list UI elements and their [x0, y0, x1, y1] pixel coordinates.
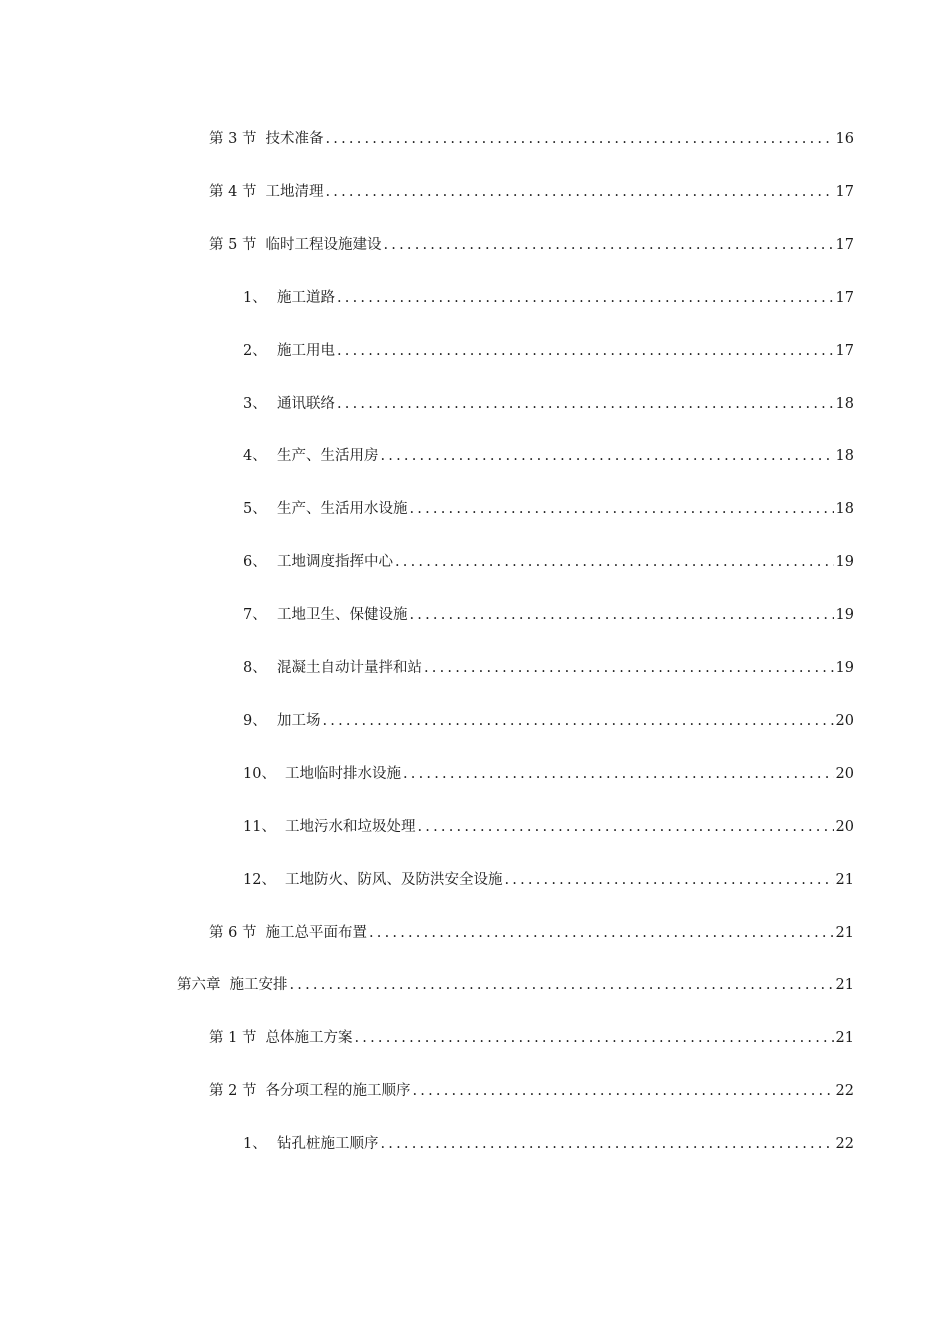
- toc-entry-page-number: 19: [835, 554, 854, 571]
- toc-entry-page-number: 19: [835, 660, 854, 676]
- toc-entry-page-number: 22: [835, 1083, 854, 1100]
- toc-entry-title: 工地污水和垃圾处理: [285, 818, 416, 835]
- toc-entry-title: 通讯联络: [277, 395, 335, 412]
- toc-entry-page-number: 17: [835, 289, 854, 306]
- toc-entry-page-number: 21: [835, 924, 854, 941]
- toc-entry-number: 第 2 节: [209, 1083, 257, 1100]
- toc-entry-number: 1、: [243, 289, 267, 306]
- toc-dot-leader: [424, 658, 834, 678]
- toc-entry-number: 第六章: [177, 977, 221, 994]
- toc-entry: [243, 495, 854, 519]
- toc-entry-page-number: 19: [835, 607, 854, 624]
- toc-entry-number: 第 5 节: [209, 236, 257, 253]
- toc-entry-page-number: 18: [835, 448, 854, 465]
- toc-entry: [243, 813, 854, 837]
- toc-entry-title: 工地清理: [265, 183, 324, 200]
- toc-entry: [209, 1077, 854, 1101]
- toc-dot-leader: [381, 1134, 834, 1154]
- toc-entry-number: 7、: [243, 607, 267, 624]
- toc-entry-page-number: 21: [835, 1030, 854, 1047]
- toc-entry-page-number: 20: [835, 712, 854, 729]
- toc-entry-page-number: 17: [835, 183, 854, 200]
- toc-entry: [243, 1130, 854, 1154]
- toc-entry: [209, 919, 854, 943]
- toc-entry: [209, 231, 854, 255]
- toc-entry-number: 2、: [243, 342, 267, 359]
- toc-dot-leader: [410, 605, 834, 625]
- toc-entry: [243, 654, 854, 678]
- toc-dot-leader: [369, 923, 834, 943]
- toc-entry-number: 5、: [243, 501, 267, 518]
- toc-entry-title: 加工场: [277, 712, 321, 729]
- toc-dot-leader: [395, 552, 834, 572]
- toc-entry-number: 4、: [243, 448, 267, 465]
- toc-entry-title: 工地调度指挥中心: [277, 554, 393, 571]
- toc-dot-leader: [383, 235, 833, 255]
- toc-entry: [243, 337, 854, 361]
- toc-entry-title: 施工总平面布置: [265, 924, 367, 941]
- toc-dot-leader: [410, 499, 834, 519]
- toc-dot-leader: [403, 764, 834, 784]
- toc-entry-title: 混凝土自动计量拌和站: [277, 660, 422, 676]
- toc-dot-leader: [337, 288, 834, 308]
- toc-entry-number: 第 1 节: [209, 1030, 257, 1047]
- toc-entry: [243, 442, 854, 466]
- toc-entry-title: 施工用电: [277, 342, 335, 359]
- toc-dot-leader: [337, 341, 834, 361]
- toc-entry-page-number: 18: [835, 501, 854, 518]
- toc-entry-title: 总体施工方案: [265, 1030, 353, 1047]
- toc-entry-number: 1、: [243, 1136, 267, 1153]
- toc-entry-title: 工地卫生、保健设施: [277, 607, 408, 624]
- toc-entry: [209, 1024, 854, 1048]
- toc-entry-title: 工地临时排水设施: [285, 765, 401, 782]
- toc-entry-number: 10、: [243, 765, 276, 782]
- toc-dot-leader: [418, 817, 834, 837]
- toc-entry: [243, 548, 854, 572]
- toc-entry: [243, 866, 854, 890]
- toc-dot-leader: [505, 870, 834, 890]
- toc-dot-leader: [323, 711, 834, 731]
- toc-entry-title: 生产、生活用水设施: [277, 501, 408, 518]
- toc-entry: [177, 971, 854, 995]
- toc-dot-leader: [290, 975, 834, 995]
- toc-entry-page-number: 18: [835, 395, 854, 412]
- toc-entry-number: 第 4 节: [209, 183, 257, 200]
- toc-entry-page-number: 20: [835, 818, 854, 835]
- toc-entry-number: 11、: [243, 818, 276, 835]
- toc-entry-page-number: 21: [835, 871, 854, 888]
- toc-entry-page-number: 17: [835, 236, 854, 253]
- toc-entry-title: 生产、生活用房: [277, 448, 379, 465]
- toc-entry-number: 12、: [243, 871, 276, 888]
- toc-entry-page-number: 16: [835, 131, 854, 147]
- toc-entry-number: 6、: [243, 554, 267, 571]
- toc-entry-title: 各分项工程的施工顺序: [265, 1083, 411, 1100]
- toc-entry-number: 3、: [243, 395, 267, 412]
- toc-entry: [243, 601, 854, 625]
- toc-dot-leader: [381, 446, 834, 466]
- toc-entry-title: 临时工程设施建设: [265, 236, 382, 253]
- toc-entry: [209, 178, 854, 202]
- toc-entry-title: 施工道路: [277, 289, 335, 306]
- toc-entry: [243, 760, 854, 784]
- toc-entry-number: 第 3 节: [209, 131, 257, 147]
- toc-entry-page-number: 21: [835, 977, 854, 994]
- toc-dot-leader: [325, 129, 833, 149]
- toc-entry: [243, 284, 854, 308]
- toc-entry-title: 钻孔桩施工顺序: [277, 1136, 379, 1153]
- toc-entry: [209, 125, 854, 149]
- toc-entry: [243, 707, 854, 731]
- toc-entry-title: 技术准备: [265, 131, 324, 147]
- toc-entry-page-number: 22: [835, 1136, 854, 1153]
- toc-dot-leader: [412, 1081, 833, 1101]
- toc-dot-leader: [325, 182, 833, 202]
- toc-dot-leader: [354, 1028, 833, 1048]
- toc-entry-number: 第 6 节: [209, 924, 257, 941]
- toc-dot-leader: [337, 394, 834, 414]
- toc-entry-number: 9、: [243, 712, 267, 729]
- toc-entry: [243, 390, 854, 414]
- toc-entry-title: 工地防火、防风、及防洪安全设施: [285, 871, 503, 888]
- toc-entry-page-number: 20: [835, 765, 854, 782]
- toc-entry-number: 8、: [243, 660, 267, 676]
- toc-entry-page-number: 17: [835, 342, 854, 359]
- toc-entry-title: 施工安排: [229, 977, 288, 994]
